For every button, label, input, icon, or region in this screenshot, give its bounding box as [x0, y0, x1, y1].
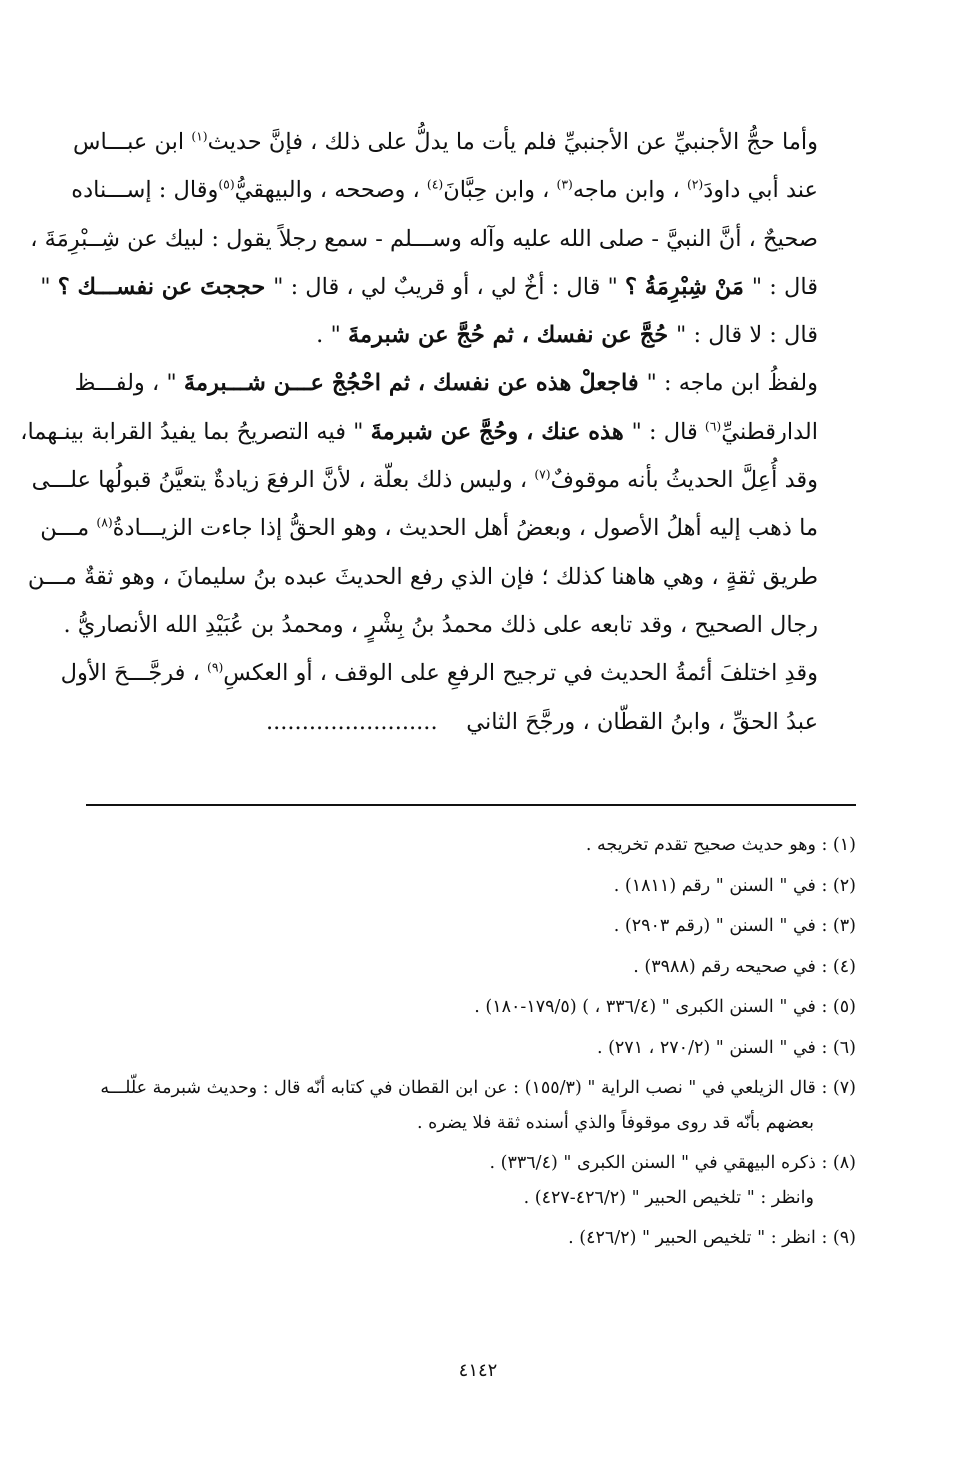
footnote-9: (٩) : انظر : " تلخيص الحبير " (٤٢٦/٢) .: [568, 1228, 856, 1248]
footnote-2: (٢) : في " السنن " رقم (١٨١١) .: [613, 875, 856, 896]
footnote-ref[interactable]: (٩): [207, 660, 224, 675]
footnote-6: (٦) : في " السنن " (٢٧٠/٢ ، ٢٧١) .: [596, 1037, 856, 1058]
text-line: قال : لا قال : " حُجَّ عن نفسك ، ثم حُجَّ عن شبرمةَ " .: [316, 322, 818, 349]
footnote-ref[interactable]: (٦): [704, 419, 722, 434]
text-line: طريق ثقةٍ ، وهي هاهنا كذلك ؛ فإن الذي رفع الحديثَ عبده بنُ سليمانَ ، وهو ثقةٌ مـــن: [27, 563, 818, 590]
hadith-quote: فاجعلْ هذه عن نفسك ، ثم احْجُجْ عـــن شـــبرمةَ: [183, 370, 647, 397]
text-line: وقدِ اختلفَ أئمةُ الحديث في ترجيح الرفعِ على الوقف ، أو العكسِ$^{(٩)}$ ، فرجَّـــحَ الأول: [60, 660, 818, 687]
footnote-ref[interactable]: (٣): [556, 177, 573, 192]
footnote-8: (٨) : ذكره البيهقي في " السنن الكبرى " (٣٣٦/٤) .: [489, 1153, 856, 1173]
footnote-7-continued: بعضهم بأنّه قد روى موقوفاً والذي أسنده ثقة فلا يضره .: [417, 1112, 814, 1133]
footnotes: [86, 830, 856, 1264]
main-text: [20, 118, 866, 746]
text-line: رجال الصحيح ، وقد تابعه على ذلك محمدُ بنُ بِشْرٍ ، ومحمدُ بن عُبَيْدِ الله الأنصاريُّ .: [63, 611, 818, 638]
paragraph-1: [30, 118, 866, 359]
text-line: ولفظُ ابن ماجه : " فاجعلْ هذه عن نفسك ، ثم احْجُجْ عـــن شـــبرمةَ " ، ولفـــظ: [74, 370, 818, 397]
hadith-quote: مَنْ شِبْرِمَةُ ؟: [625, 273, 752, 300]
footnote-ref[interactable]: (٧): [534, 467, 551, 482]
footnote-ref[interactable]: (٥): [218, 177, 235, 192]
dotted-leader: ........................: [265, 708, 438, 735]
footnote-1: (١) : وهو حديث صحيح تقدم تخريجه .: [585, 835, 856, 855]
paragraph-3: [60, 649, 866, 746]
text-line: عند أبي داودَ$^{(٢)}$ ، وابن ماجه$^{(٣)}$ ، وابن حِبَّانَ$^{(٤)}$ ، وصححه ، والبيهقيُّ$^{(٥)}$وقال : إســـناده: [71, 177, 818, 204]
footnote-8-continued: وانظر : " تلخيص الحبير " (٤٢٦/٢-٤٢٧) .: [523, 1187, 814, 1208]
footnote-ref[interactable]: (١): [191, 129, 208, 144]
hadith-quote: حججتَ عن نفســـك ؟: [57, 273, 274, 300]
text-line: قال : " مَنْ شِبْرِمَةُ ؟ " قال : أخٌ لي ، أو قريبٌ لي ، قال : " حججتَ عن نفســـك ؟ ": [40, 273, 818, 300]
text-line: وأما حجُّ الأجنبيِّ عن الأجنبيِّ فلم يأت ما يدلُّ على ذلك ، فإنَّ حديث$^{(١)}$ ابن عبـــاس: [73, 129, 818, 155]
footnote-ref[interactable]: (٨): [96, 515, 113, 530]
text-line: ما ذهب إليه أهلُ الأصول ، وبعضُ أهل الحديث ، وهو الحقُّ إذا جاءت الزيـــادةُ$^{(٨)}$ مـــن: [40, 515, 818, 542]
footnote-7: (٧) : قال الزيلعي في " نصب الراية " (١٥٥/٣) : عن ابن القطان في كتابه أنّه قال : وحديث شبرمة علّلـــه: [100, 1078, 856, 1098]
footnote-separator: [86, 804, 856, 806]
page-number: ٤١٤٢: [458, 1360, 498, 1381]
footnote-ref[interactable]: (٢): [686, 177, 704, 192]
footnote-ref[interactable]: (٤): [426, 177, 444, 192]
text-line: صحيحٌ ، أنَّ النبيَّ - صلى الله عليه وآله وســـلم - سمع رجلاً يقول : لبيك عن شِــبْرِمَةَ ،: [30, 225, 818, 252]
footnote-3: (٣) : في " السنن " (رقم ٢٩٠٣) .: [613, 916, 856, 936]
text-line: عبدُ الحقِّ ، وابنُ القطّان ، ورجَّحَ الثاني ........................: [265, 708, 818, 735]
hadith-quote: حُجَّ عن نفسك ، ثم حُجَّ عن شبرمةَ: [347, 322, 676, 349]
text-line: الدارقطنيِّ$^{(٦)}$ قال : " هذه عنك ، وحُجَّ عن شبرمةَ " فيه التصريحُ بما يفيدُ القرابة بينـهما،: [20, 418, 818, 445]
footnote-5: (٥) : في " السنن الكبرى " (٣٣٦/٤ ، ) (١٧٩/٥-١٨٠) .: [474, 997, 856, 1017]
hadith-quote: هذه عنك ، وحُجَّ عن شبرمةَ: [370, 418, 632, 445]
text-line: وقد أُعِلَّ الحديثُ بأنه موقوفٌ$^{(٧)}$ ، وليس ذلك بعلّة ، لأنَّ الرفعَ زيادةٌ يتعيَّنُ قبولُها علـــى: [31, 467, 818, 494]
footnote-4: (٤) : في صحيحه رقم (٣٩٨٨) .: [633, 956, 856, 977]
paragraph-2: [20, 359, 866, 649]
